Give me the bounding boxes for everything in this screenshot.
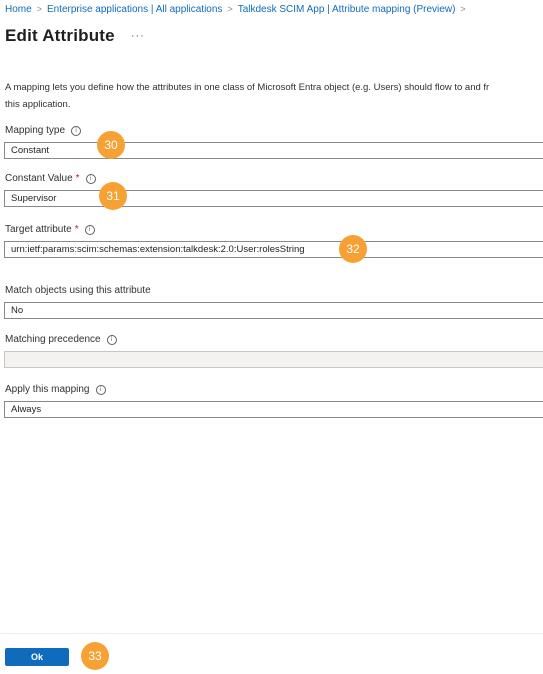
constant-value-label-text: Constant Value [5, 173, 73, 184]
step-badge-33: 33 [81, 642, 109, 670]
apply-mapping-label-text: Apply this mapping [5, 384, 90, 395]
match-objects-dropdown[interactable] [4, 302, 543, 319]
breadcrumb-separator-icon: > [227, 4, 233, 14]
step-badge-30: 30 [97, 131, 125, 159]
breadcrumb-separator-icon: > [460, 4, 466, 14]
breadcrumb-separator-icon: > [36, 4, 42, 14]
breadcrumb [5, 2, 543, 17]
info-icon[interactable]: i [96, 385, 106, 395]
mapping-type-value: Constant [11, 145, 50, 156]
info-icon[interactable]: i [86, 174, 96, 184]
matching-precedence-label [5, 334, 117, 345]
required-marker: * [74, 224, 79, 235]
step-badge-31: 31 [99, 182, 127, 210]
breadcrumb-enterprise-applications[interactable]: Enterprise applications | All applications [46, 4, 223, 15]
description-line-2: this application. [5, 99, 71, 110]
ok-button[interactable]: Ok [5, 648, 69, 666]
apply-mapping-label [5, 384, 106, 395]
info-icon[interactable]: i [85, 225, 95, 235]
title-row [5, 26, 145, 46]
apply-mapping-dropdown[interactable] [4, 401, 543, 418]
step-badge-32: 32 [339, 235, 367, 263]
apply-mapping-value: Always [11, 404, 42, 415]
constant-value-input[interactable] [4, 190, 543, 207]
target-attribute-value: urn:ietf:params:scim:schemas:extension:talkdesk:2.0:User:rolesString [11, 244, 305, 255]
constant-value-label [5, 173, 96, 184]
page-title: Edit Attribute [5, 26, 115, 45]
target-attribute-label-text: Target attribute [5, 224, 72, 235]
match-objects-value: No [11, 305, 24, 316]
description [5, 79, 543, 113]
breadcrumb-attribute-mapping[interactable]: Talkdesk SCIM App | Attribute mapping (Preview) [237, 4, 456, 15]
mapping-type-label-text: Mapping type [5, 125, 66, 136]
mapping-type-dropdown[interactable] [4, 142, 543, 159]
matching-precedence-input [4, 351, 543, 368]
info-icon[interactable]: i [107, 335, 117, 345]
target-attribute-label [5, 224, 95, 235]
info-icon[interactable]: i [71, 126, 81, 136]
more-options-icon[interactable]: ··· [130, 30, 145, 42]
required-marker: * [75, 173, 80, 184]
constant-value-value: Supervisor [11, 193, 57, 204]
mapping-type-label [5, 125, 81, 136]
matching-precedence-label-text: Matching precedence [5, 334, 101, 345]
target-attribute-dropdown[interactable] [4, 241, 543, 258]
description-line-1: A mapping lets you define how the attributes in one class of Microsoft Entra object (e.g. Users) should flow to and fr [5, 82, 490, 93]
breadcrumb-home[interactable]: Home [5, 4, 32, 15]
match-objects-label [5, 285, 151, 296]
match-objects-label-text: Match objects using this attribute [5, 285, 151, 296]
